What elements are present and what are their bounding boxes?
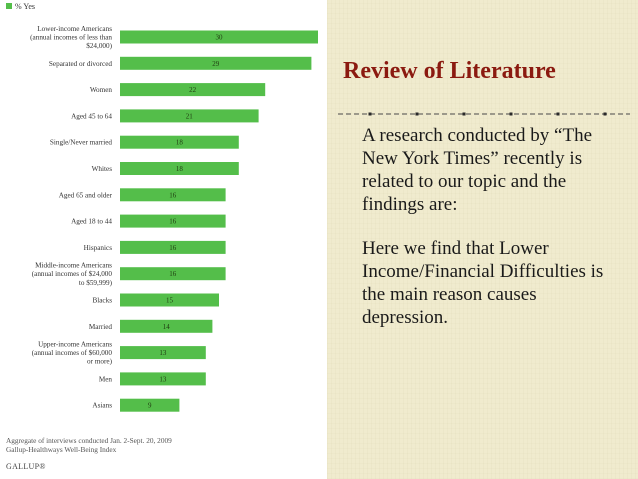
footnote-line-2: Gallup-Healthways Well-Being Index — [6, 445, 117, 454]
bar-value-label: 9 — [147, 401, 152, 410]
body-paragraph-2: Here we find that Lower Income/Financial Difficulties is the main reason causes depression. — [362, 238, 604, 328]
category-label: (annual incomes of $60,000 — [31, 349, 112, 358]
divider-marker — [557, 113, 560, 116]
bar-value-label: 30 — [215, 33, 223, 42]
category-label: Whites — [91, 165, 112, 173]
bar-value-label: 18 — [175, 165, 183, 173]
category-label: Married — [88, 322, 112, 331]
category-label: Upper-income Americans — [38, 340, 112, 349]
bar-value-label: 16 — [169, 243, 177, 252]
category-label: $24,000) — [86, 42, 112, 51]
bar-value-label: 22 — [189, 86, 197, 95]
bar-value-label: 13 — [159, 349, 167, 358]
bar-value-label: 15 — [166, 296, 173, 305]
category-label: Aged 18 to 44 — [71, 217, 112, 226]
category-label: Single/Never married — [49, 138, 112, 147]
category-label: to $59,999) — [78, 278, 112, 287]
bar-value-label: 13 — [159, 375, 167, 384]
category-label: Aged 45 to 64 — [71, 112, 112, 121]
divider-marker — [510, 113, 513, 116]
category-label: or more) — [87, 357, 112, 366]
slide-title: Review of Literature — [343, 58, 556, 84]
category-label: Lower-income Americans — [37, 24, 112, 33]
body-paragraph-1: A research conducted by “The New York Times” recently is related to our topic and the findings are: — [362, 125, 593, 215]
divider-marker — [463, 113, 466, 116]
title-divider — [338, 110, 630, 118]
legend-label: % Yes — [15, 2, 36, 11]
divider-marker — [369, 113, 372, 116]
bar-value-label: 16 — [169, 217, 177, 226]
category-label: (annual incomes of $24,000 — [31, 270, 112, 279]
legend-swatch — [6, 3, 12, 9]
divider-marker — [604, 113, 607, 116]
footnote-line-1: Aggregate of interviews conducted Jan. 2-Sept. 20, 2009 — [6, 436, 172, 445]
bar-value-label: 16 — [169, 270, 177, 279]
category-label: Asians — [92, 401, 112, 410]
category-label: Aged 65 and older — [58, 191, 112, 200]
category-label: Middle-income Americans — [35, 261, 112, 270]
slide-body — [362, 124, 624, 350]
divider-marker — [416, 113, 419, 116]
bar-value-label: 18 — [175, 138, 183, 147]
category-label: Blacks — [92, 296, 112, 305]
category-label: Men — [98, 375, 112, 384]
bar-value-label: 14 — [162, 322, 170, 331]
bar-value-label: 29 — [212, 59, 220, 68]
gallup-logo: GALLUP® — [6, 462, 46, 471]
category-label: Women — [89, 86, 112, 95]
bar-value-label: 16 — [169, 191, 177, 200]
category-label: Hispanics — [83, 243, 112, 252]
chart-footnote — [6, 436, 172, 454]
bar-value-label: 21 — [185, 112, 193, 121]
category-label: Separated or divorced — [48, 59, 112, 68]
category-label: (annual incomes of less than — [30, 33, 112, 42]
